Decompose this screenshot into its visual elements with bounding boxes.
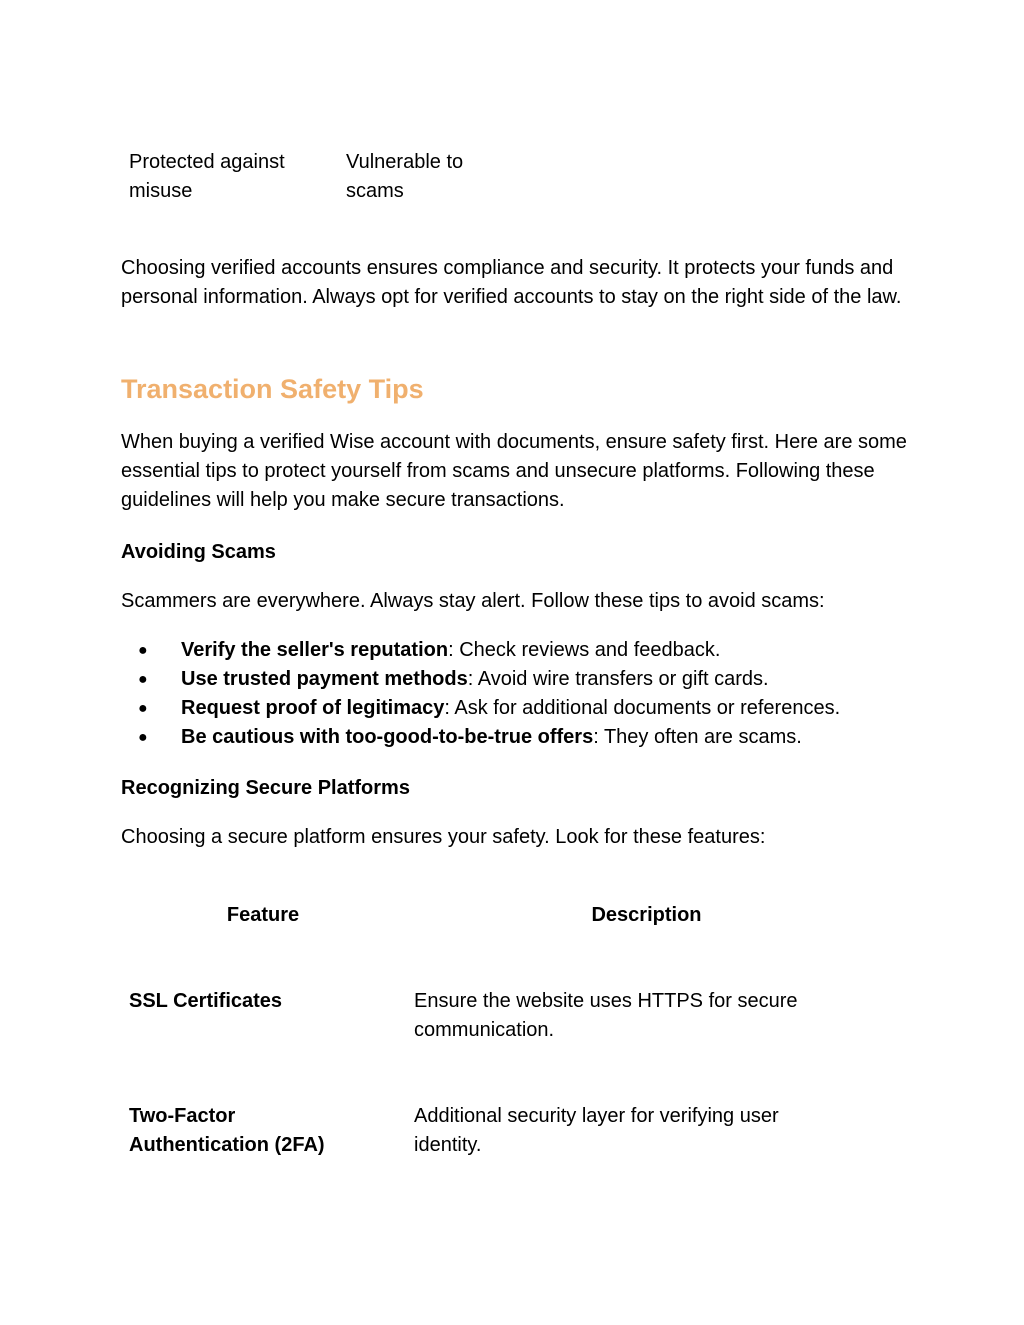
- intro-paragraph: Choosing verified accounts ensures compliance and security. It protects your funds and personal information. Always opt for verified accounts to stay on the right side of the law.: [121, 257, 902, 308]
- secure-platforms-heading: Recognizing Secure Platforms: [121, 777, 410, 799]
- list-item: [121, 723, 921, 752]
- bullet-icon: ●: [138, 700, 148, 717]
- bullet-icon: ●: [138, 642, 148, 659]
- tip-title: Use trusted payment methods: [181, 668, 468, 690]
- secure-platforms-paragraph: Choosing a secure platform ensures your safety. Look for these features:: [121, 826, 766, 848]
- scam-tips-list: [121, 636, 921, 752]
- description-cell-line1: Ensure the website uses HTTPS for secure: [414, 990, 798, 1012]
- comparison-cell-verified: Protected against misuse: [129, 151, 285, 202]
- description-cell-line2: communication.: [414, 1019, 555, 1041]
- tip-text: : Ask for additional documents or references.: [444, 697, 841, 719]
- tip-text: : Check reviews and feedback.: [448, 639, 721, 661]
- tip-text: : Avoid wire transfers or gift cards.: [467, 668, 769, 690]
- tip-text: : They often are scams.: [593, 726, 802, 748]
- description-cell-line2: identity.: [414, 1134, 482, 1156]
- avoiding-scams-paragraph: Scammers are everywhere. Always stay alert. Follow these tips to avoid scams:: [121, 590, 825, 612]
- section-paragraph: When buying a verified Wise account with documents, ensure safety first. Here are some essential tips to protect yourself from scams and unsecure platforms. Following these guidelines will help you make secure transactions.: [121, 431, 907, 511]
- tip-title: Verify the seller's reputation: [181, 639, 449, 661]
- feature-cell-line1: Two-Factor: [129, 1105, 236, 1127]
- list-item: [121, 665, 921, 694]
- list-item: [121, 694, 921, 723]
- tip-title: Be cautious with too-good-to-be-true offers: [181, 726, 594, 748]
- section-title: Transaction Safety Tips: [121, 374, 424, 404]
- bullet-icon: ●: [138, 671, 148, 688]
- comparison-cell-unverified: Vulnerable to scams: [346, 151, 464, 202]
- table-header-feature: Feature: [226, 904, 300, 926]
- feature-cell-line2: Authentication (2FA): [129, 1134, 325, 1156]
- avoiding-scams-heading: Avoiding Scams: [121, 541, 276, 563]
- description-cell-line1: Additional security layer for verifying user: [414, 1105, 779, 1127]
- table-header-description: Description: [591, 904, 702, 926]
- feature-cell-line1: SSL Certificates: [129, 990, 283, 1012]
- tip-title: Request proof of legitimacy: [181, 697, 445, 719]
- list-item: [121, 636, 921, 665]
- bullet-icon: ●: [138, 729, 148, 746]
